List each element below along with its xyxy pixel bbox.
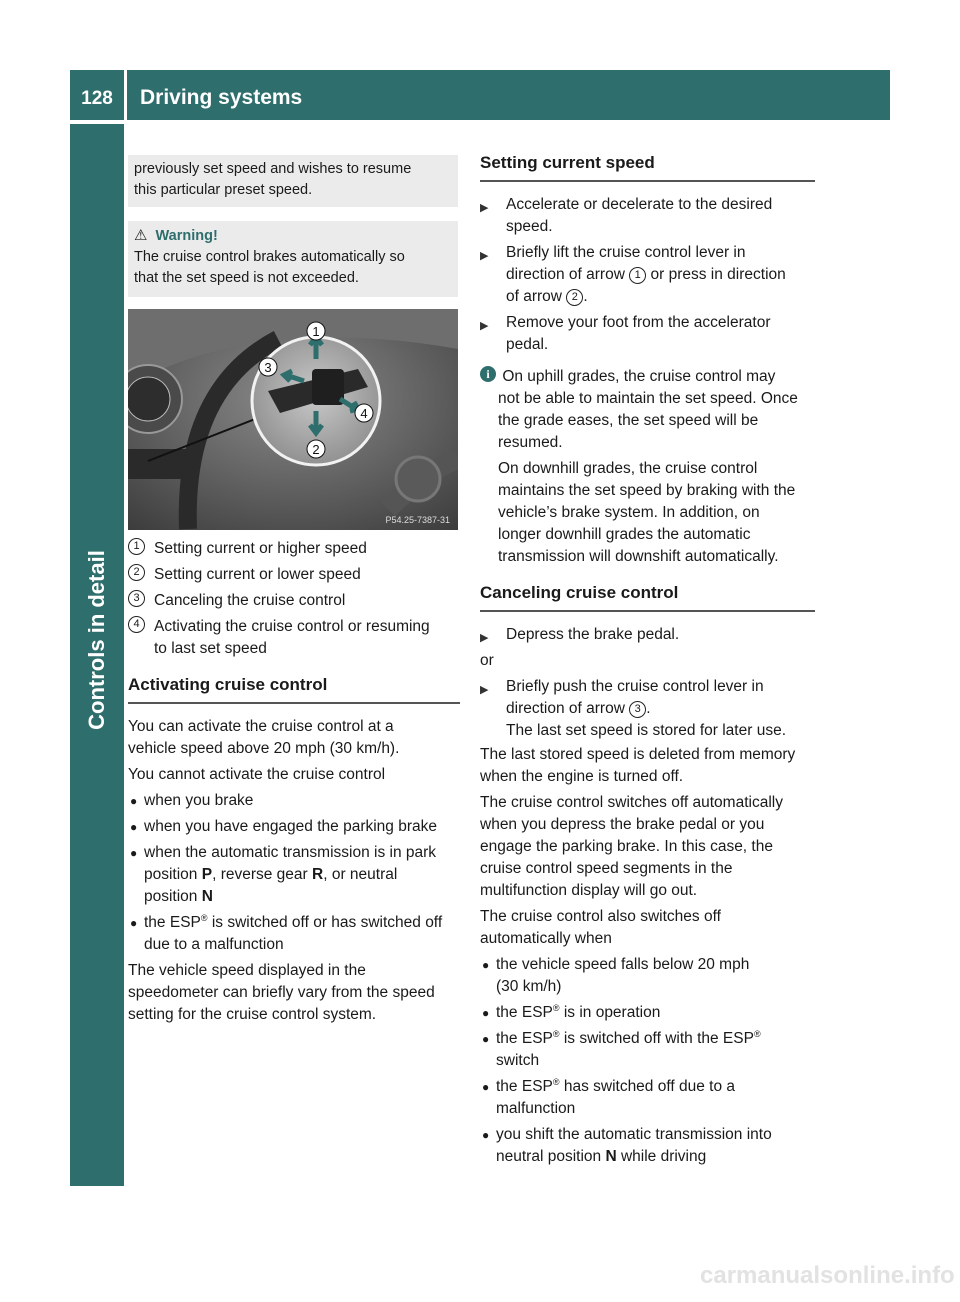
photo-code: P54.25-7387-31 <box>385 515 450 525</box>
side-tab-label: Controls in detail <box>84 550 109 730</box>
step-arrow-icon: ▶ <box>480 202 489 214</box>
callout-item: 2 Setting current or lower speed <box>128 564 460 586</box>
list-item: ● the vehicle speed falls below 20 mph (30 km/h) <box>482 956 750 995</box>
lever-illustration <box>128 309 458 530</box>
list-item: ● the ESP® is in operation <box>482 1002 661 1021</box>
list-item: ● when you brake <box>130 792 254 809</box>
callout-item: 3 Canceling the cruise control <box>128 590 460 612</box>
intro-line: previously set speed and wishes to resume <box>134 161 412 177</box>
header-divider <box>124 70 127 120</box>
watermark[interactable]: carmanualsonline.info <box>700 1262 955 1289</box>
page-title: Driving systems <box>140 86 303 109</box>
info-icon: i <box>480 366 496 382</box>
list-item: ● the ESP® has switched off due to a malfunction <box>482 1076 736 1117</box>
step-item: ▶ Remove your foot from the accelerator pedal. <box>480 314 771 353</box>
photo-callout: 3 <box>264 360 272 375</box>
photo-callout: 4 <box>360 406 368 421</box>
step-item: ▶ Briefly lift the cruise control lever in direction of arrow 1 or press in direction of arrow 2 . <box>480 244 786 305</box>
cruise-control-lever-photo <box>128 309 458 530</box>
photo-callout: 2 <box>312 442 320 457</box>
warning-box <box>128 221 458 297</box>
callout-marker: 4 <box>128 616 145 633</box>
side-tab-label-box <box>82 520 112 760</box>
info-note: i On uphill grades, the cruise control may not be able to maintain the set speed. Once the grade eases, the set speed will be resumed. On downhill grades, the cruise control maintains the set speed by braking with the vehicle’s brake system. In addition, on longer downhill grades the automatic transmission will downshift automatically. <box>480 366 815 568</box>
section-heading: Setting current speed <box>480 152 815 182</box>
list-item: ● the ESP® is switched off or has switched off due to a malfunction <box>130 912 443 953</box>
list-item: ● when the automatic transmission is in park position P, reverse gear R, or neutral position N <box>130 844 437 905</box>
callout-marker: 2 <box>128 564 145 581</box>
step-arrow-icon: ▶ <box>480 684 489 696</box>
left-column <box>128 155 458 297</box>
photo-callout: 1 <box>312 324 320 339</box>
list-item: ● when you have engaged the parking brake <box>130 818 437 835</box>
intro-line: this particular preset speed. <box>134 182 313 198</box>
warning-text: The cruise control brakes automatically so <box>134 249 405 265</box>
callout-item: 1 Setting current or higher speed <box>128 538 460 560</box>
step-arrow-icon: ▶ <box>480 632 489 644</box>
step-arrow-icon: ▶ <box>480 250 489 262</box>
section-heading: Activating cruise control <box>128 674 460 704</box>
callout-item: 4 Activating the cruise control or resuming to last set speed <box>128 616 460 660</box>
warning-icon: ⚠ <box>134 227 148 244</box>
list-item: ● the ESP® is switched off with the ESP® switch <box>482 1028 761 1069</box>
page-number: 128 <box>81 88 113 109</box>
list-item: ● you shift the automatic transmission into neutral position N while driving <box>482 1126 772 1165</box>
step-item: ▶ Accelerate or decelerate to the desired speed. <box>480 196 773 235</box>
left-column-body: 1 Setting current or higher speed 2 Setting current or lower speed 3 Canceling the cruise control 4 Activating the cruise control or resuming to last set speed Activating cruise control You can activate the cruise control at a vehicle speed above 20 mph (30 km/h). You cannot activate the cruise control ● when you brake ● when you have engaged the parking brake ● when the automatic transmission is in park position P, reverse gear R, or neutral position N ● the ESP® is switched off or has switched off due to a malfunction The vehicle speed displayed in the speedometer can briefly vary from the speed setting for the cruise control system. <box>128 538 460 1026</box>
step-item: ▶ Depress the brake pedal. <box>480 624 815 646</box>
step-arrow-icon: ▶ <box>480 320 489 332</box>
callout-marker: 1 <box>128 538 145 555</box>
intro-box <box>128 155 458 207</box>
step-item: ▶ Briefly push the cruise control lever in direction of arrow 3 . The last set speed is stored for later use. <box>480 678 786 739</box>
right-column: Setting current speed ▶ Accelerate or decelerate to the desired speed. ▶ Briefly lift the cruise control lever in direction of arrow 1 or press in direction of arrow 2 . ▶ Remove your foot from the accelerator pedal. i On uphill grades, the cruise control may not be able to maintain the set speed. Once the grade eases, the set speed will be resumed. On downhill grades, the cruise control maintains the set speed by braking with the vehicle’s brake system. In addition, on longer downhill grades the automatic transmission will downshift automatically. Canceling cruise control ▶ Depress the brake pedal. or ▶ Briefly push the cruise control lever in direction of arrow 3 . The last set speed is stored for later use. The last stored speed is deleted from memory when the engine is turned off. The cruise control switches off automatically when you depress the brake pedal or you engage the parking brake. In this case, the cruise control speed segments in the multifunction display will go out. The cruise control also switches off automatically when ● the vehicle speed falls below 20 mph (30 km/h) ● the ESP® is in operation ● the ESP® is switched off with the ESP® switch ● the ESP® has switched off due to a malfunction ● you shift the automatic transmission into neutral position N while driving <box>480 152 815 1168</box>
section-heading: Canceling cruise control <box>480 582 815 612</box>
warning-title: Warning! <box>155 228 218 244</box>
warning-text: that the set speed is not exceeded. <box>134 270 359 286</box>
callout-marker: 3 <box>128 590 145 607</box>
